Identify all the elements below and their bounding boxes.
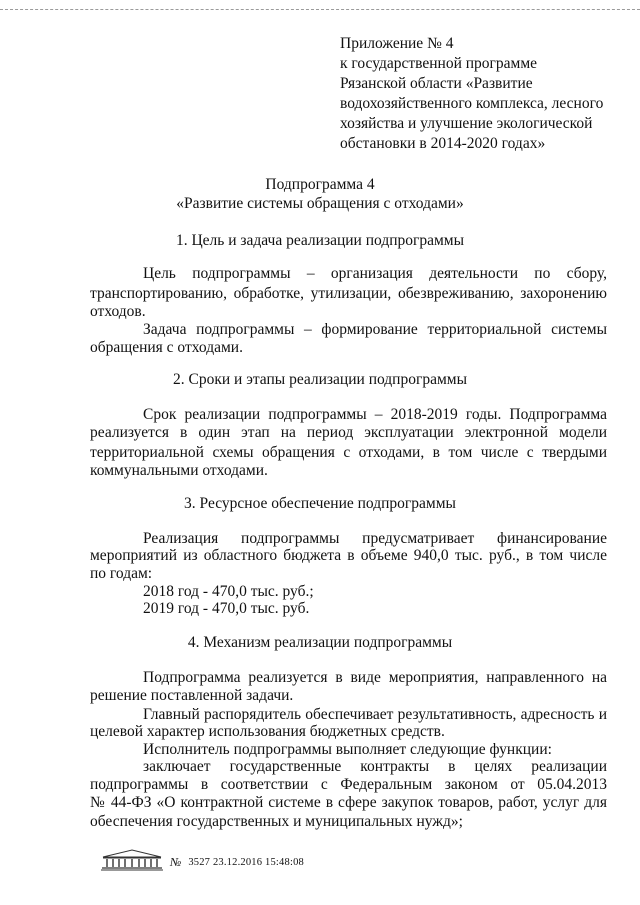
paragraph-line: Задача подпрограммы – формирование территориальной системы xyxy=(143,321,607,338)
section-heading: 2. Сроки и этапы реализации подпрограммы xyxy=(172,371,467,388)
section-heading: 1. Цель и задача реализации подпрограммы xyxy=(175,232,465,249)
paragraph-line: 2018 год - 470,0 тыс. руб.; xyxy=(143,583,314,600)
paragraph-line: целевой характер использования бюджетных средств. xyxy=(90,723,445,740)
registration-stamp: 3527 23.12.2016 15:48:08 xyxy=(188,857,304,868)
registration-number-mark: № xyxy=(170,855,182,869)
paragraph-line: Реализация подпрограммы предусматривает финансирование xyxy=(143,530,607,547)
paragraph-line: решение поставленной задачи. xyxy=(90,687,294,704)
paragraph-line: 2019 год - 470,0 тыс. руб. xyxy=(143,600,310,617)
appendix-line: Приложение № 4 xyxy=(340,35,454,52)
appendix-line: водохозяйственного комплекса, лесного xyxy=(340,95,604,112)
paragraph-line: по годам: xyxy=(90,565,153,582)
section-heading: 4. Механизм реализации подпрограммы xyxy=(187,634,453,651)
subprogram-title: Подпрограмма 4 xyxy=(265,176,375,193)
appendix-line: к государственной программе xyxy=(340,55,538,72)
section-heading: 3. Ресурсное обеспечение подпрограммы xyxy=(184,495,456,512)
appendix-line: обстановки в 2014-2020 годах» xyxy=(340,135,546,152)
paragraph-line: транспортированию, обработке, утилизации, обезвреживанию, захоронению xyxy=(90,285,607,302)
building-emblem-icon xyxy=(101,849,163,876)
scan-top-edge xyxy=(0,9,640,10)
paragraph-line: территориальной схемы обращения с отходами, в том числе с твердыми xyxy=(90,444,607,461)
paragraph-line: Срок реализации подпрограммы – 2018-2019 годы. Подпрограмма xyxy=(143,406,607,423)
paragraph-line: коммунальными отходами. xyxy=(90,462,268,479)
paragraph-line: отходов. xyxy=(90,303,146,320)
paragraph-line: подпрограммы в соответствии с Федеральным законом от 05.04.2013 xyxy=(90,776,607,793)
paragraph-line: № 44-ФЗ «О контрактной системе в сфере закупок товаров, работ, услуг для xyxy=(90,794,607,811)
paragraph-line: обеспечения государственных и муниципальных нужд»; xyxy=(90,813,463,830)
subprogram-subtitle: «Развитие системы обращения с отходами» xyxy=(176,195,464,212)
paragraph-line: Главный распорядитель обеспечивает результативность, адресность и xyxy=(143,706,607,723)
paragraph-line: реализуется в один этап на период эксплуатации электронной модели xyxy=(90,424,607,441)
paragraph-line: заключает государственные контракты в целях реализации xyxy=(143,758,607,775)
appendix-line: Рязанской области «Развитие xyxy=(340,75,533,92)
paragraph-line: обращения с отходами. xyxy=(90,339,243,356)
registration-footer xyxy=(101,849,304,876)
paragraph-line: Подпрограмма реализуется в виде мероприятия, направленного на xyxy=(143,669,607,686)
paragraph-line: мероприятий из областного бюджета в объеме 940,0 тыс. руб., в том числе xyxy=(90,547,607,564)
paragraph-line: Цель подпрограммы – организация деятельности по сбору, xyxy=(143,265,607,282)
paragraph-line: Исполнитель подпрограммы выполняет следующие функции: xyxy=(143,741,552,758)
appendix-line: хозяйства и улучшение экологической xyxy=(340,115,593,132)
